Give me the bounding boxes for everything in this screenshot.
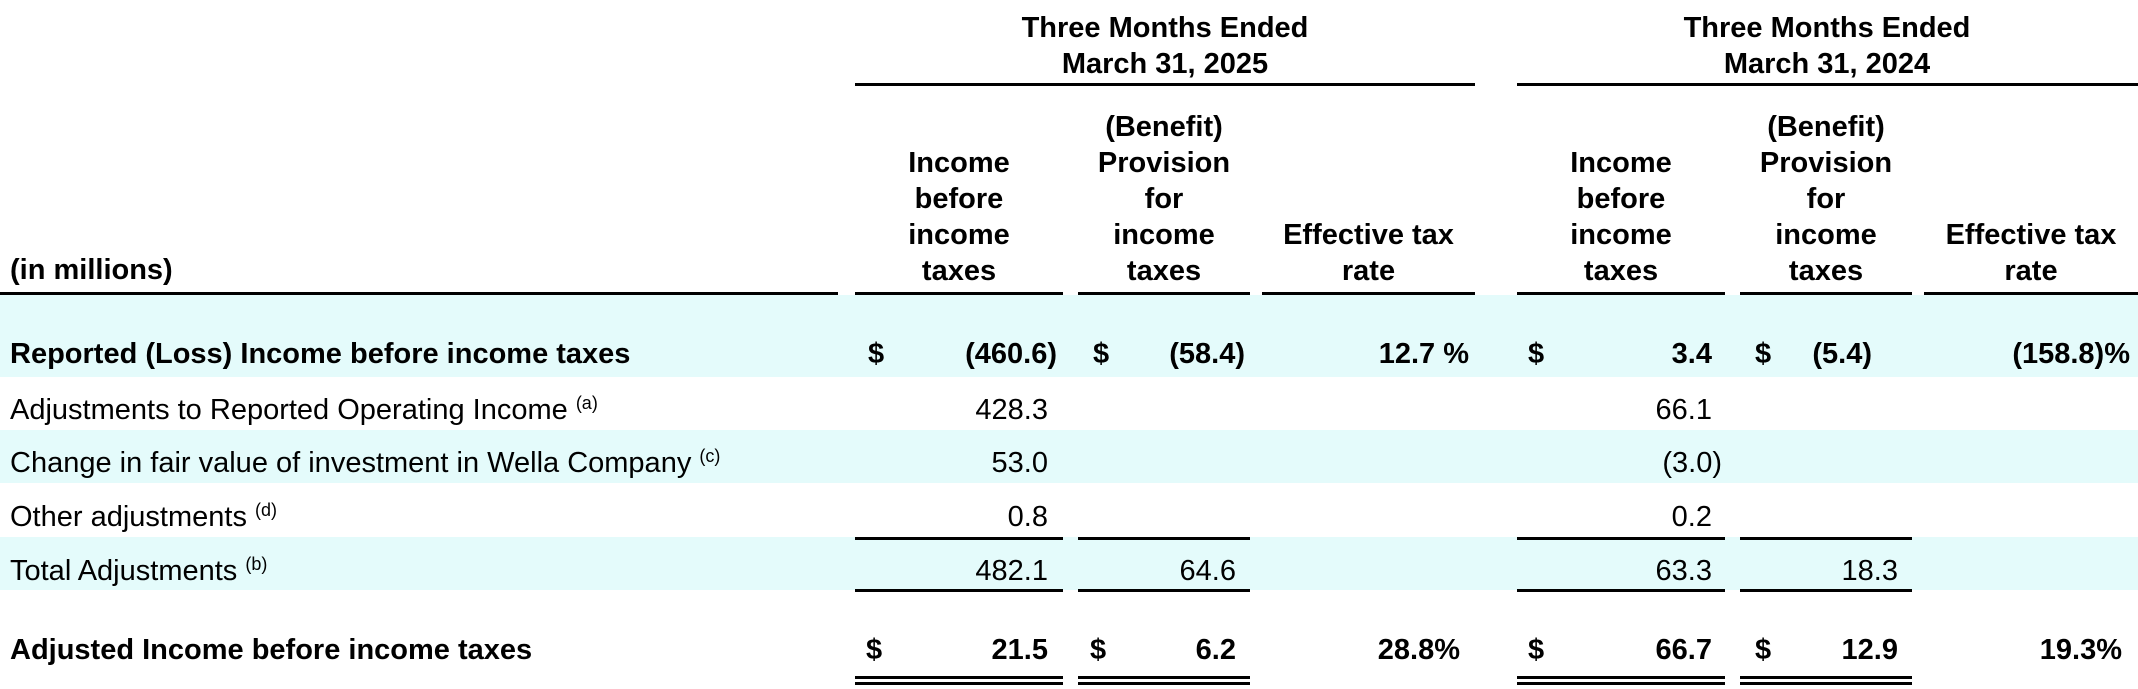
row-label-adjustments-operating: Adjustments to Reported Operating Income $^{(a)}$ — [10, 393, 598, 426]
col-header-income-2024: Income before income taxes — [1570, 147, 1672, 287]
total-rule-income-2025 — [855, 589, 1063, 592]
footnote-marker-a: (a) — [575, 393, 598, 413]
value-provision-2024-reported: (5.4) — [1812, 338, 1872, 370]
value-rate-2025-adjusted: 28.8% — [1377, 634, 1460, 666]
dollar-provision-2025-adjusted: $ — [1090, 634, 1107, 666]
value-provision-2025-total-adjustments: 64.6 — [1179, 555, 1236, 587]
double-rule-provision-2025 — [1078, 676, 1250, 685]
header-rule-rate-2025 — [1262, 292, 1475, 295]
value-rate-2024-reported: (158.8)% — [2012, 338, 2130, 370]
dollar-provision-2025-reported: $ — [1093, 338, 1110, 370]
value-provision-2025-adjusted: 6.2 — [1195, 634, 1236, 666]
row-label-total-adjustments: Total Adjustments $^{(b)}$ — [10, 554, 268, 587]
subtotal-rule-provision-2024 — [1740, 537, 1912, 540]
value-provision-2025-reported: (58.4) — [1169, 338, 1245, 370]
period-header-2025: Three Months Ended March 31, 2025 — [1021, 12, 1309, 80]
value-provision-2024-total-adjustments: 18.3 — [1841, 555, 1898, 587]
subtotal-rule-income-2024 — [1517, 537, 1725, 540]
subtotal-rule-provision-2025 — [1078, 537, 1250, 540]
value-income-2025-adjusted: 21.5 — [991, 634, 1048, 666]
footnote-marker-c: (c) — [699, 446, 721, 466]
row-label-change-fair-value: Change in fair value of investment in Wella Company $^{(c)}$ — [10, 446, 721, 479]
col-header-income-2025: Income before income taxes — [908, 147, 1010, 287]
dollar-income-2024-reported: $ — [1528, 338, 1545, 370]
header-rule-income-2025 — [855, 292, 1063, 295]
value-rate-2024-adjusted: 19.3% — [2039, 634, 2122, 666]
col-header-provision-2024: (Benefit) Provision for income taxes — [1759, 111, 1893, 287]
value-income-2025-other-adjustments: 0.8 — [1007, 501, 1048, 533]
value-income-2024-total-adjustments: 63.3 — [1655, 555, 1712, 587]
col-header-rate-2025: Effective tax rate — [1283, 219, 1454, 287]
footnote-marker-d: (d) — [255, 500, 278, 520]
col-header-rate-2024: Effective tax rate — [1945, 219, 2117, 287]
header-rule-provision-2024 — [1740, 292, 1912, 295]
value-provision-2024-adjusted: 12.9 — [1841, 634, 1898, 666]
dollar-provision-2024-reported: $ — [1755, 338, 1772, 370]
double-rule-income-2025 — [855, 676, 1063, 685]
col-header-provision-2025: (Benefit) Provision for income taxes — [1097, 111, 1231, 287]
period-header-2024: Three Months Ended March 31, 2024 — [1683, 12, 1971, 80]
units-label: (in millions) — [10, 254, 173, 286]
row-label-adjusted: Adjusted Income before income taxes — [10, 634, 533, 666]
total-rule-income-2024 — [1517, 589, 1725, 592]
value-rate-2025-reported: 12.7 % — [1378, 338, 1469, 370]
value-income-2025-total-adjustments: 482.1 — [975, 555, 1048, 587]
value-income-2024-other-adjustments: 0.2 — [1671, 501, 1712, 533]
footnote-marker-b: (b) — [245, 554, 268, 574]
double-rule-provision-2024 — [1740, 676, 1912, 685]
value-income-2024-adjusted: 66.7 — [1655, 634, 1712, 666]
value-income-2025-change-fair-value: 53.0 — [991, 447, 1048, 479]
dollar-income-2025-reported: $ — [868, 338, 885, 370]
period-rule-2025 — [855, 83, 1475, 86]
dollar-income-2025-adjusted: $ — [866, 634, 883, 666]
row-label-reported: Reported (Loss) Income before income taxes — [10, 338, 631, 370]
value-income-2025-reported: (460.6) — [965, 338, 1057, 370]
dollar-provision-2024-adjusted: $ — [1755, 634, 1772, 666]
value-income-2024-change-fair-value: (3.0) — [1662, 447, 1722, 479]
value-income-2024-adjustments-operating: 66.1 — [1655, 394, 1712, 426]
value-income-2025-adjustments-operating: 428.3 — [975, 394, 1048, 426]
value-income-2024-reported: 3.4 — [1671, 338, 1712, 370]
total-rule-provision-2025 — [1078, 589, 1250, 592]
header-rule-provision-2025 — [1078, 292, 1250, 295]
header-rule-label — [0, 292, 838, 295]
row-label-other-adjustments: Other adjustments $^{(d)}$ — [10, 500, 278, 533]
total-rule-provision-2024 — [1740, 589, 1912, 592]
period-rule-2024 — [1517, 83, 2138, 86]
header-rule-rate-2024 — [1924, 292, 2138, 295]
subtotal-rule-income-2025 — [855, 537, 1063, 540]
double-rule-income-2024 — [1517, 676, 1725, 685]
header-rule-income-2024 — [1517, 292, 1725, 295]
dollar-income-2024-adjusted: $ — [1528, 634, 1545, 666]
